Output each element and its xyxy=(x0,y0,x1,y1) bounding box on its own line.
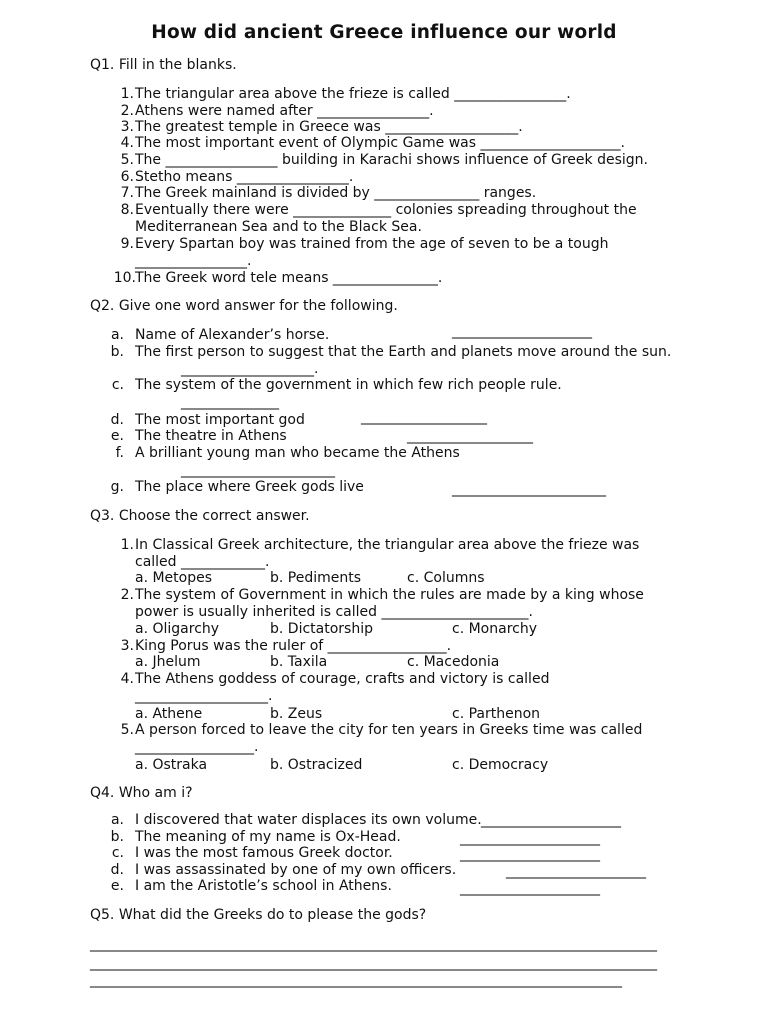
item-letter: c. xyxy=(111,845,124,861)
q2-item xyxy=(0,344,768,378)
worksheet-title: How did ancient Greece influence our world xyxy=(151,22,617,43)
item-text: The meaning of my name is Ox-Head. xyxy=(135,829,401,845)
question-text-continued: power is usually inherited is called _____________________. xyxy=(135,604,533,620)
item-text-continued: Mediterranean Sea and to the Black Sea. xyxy=(135,219,422,235)
answer-blank: ______________________ xyxy=(452,481,606,497)
item-text: The greatest temple in Greece was ___________________. xyxy=(135,119,523,135)
q1-heading: Q1. Fill in the blanks. xyxy=(90,57,237,73)
option-a: a. Oligarchy xyxy=(135,621,220,637)
item-text: A brilliant young man who became the Athens xyxy=(135,445,460,461)
option-a: a. Jhelum xyxy=(135,654,201,670)
answer-blank: ____________________ xyxy=(481,812,621,828)
q2-item xyxy=(0,445,768,479)
question-text-continued: ___________________. xyxy=(135,688,273,704)
question-text: The Athens goddess of courage, crafts and victory is called xyxy=(135,671,550,687)
question-text-continued: called ____________. xyxy=(135,554,270,570)
question-text-continued: _________________. xyxy=(135,739,259,755)
question-text: In Classical Greek architecture, the triangular area above the frieze was xyxy=(135,537,640,553)
answer-blank: __________________ xyxy=(407,428,533,444)
item-letter: d. xyxy=(110,412,124,428)
item-text: Stetho means ________________. xyxy=(135,169,354,185)
item-letter: f. xyxy=(115,445,124,461)
option-a: a. Ostraka xyxy=(135,757,208,773)
item-letter: a. xyxy=(110,327,124,343)
q1-item xyxy=(0,202,768,236)
item-text: The Greek mainland is divided by _______________ ranges. xyxy=(135,185,537,201)
answer-blank: ____________________ xyxy=(460,846,600,862)
item-number: 5. xyxy=(120,152,134,168)
item-text: The theatre in Athens xyxy=(135,428,287,444)
answer-blank: ______________ xyxy=(181,394,279,410)
item-text: The system of the government in which few rich people rule. xyxy=(135,377,562,393)
item-letter: d. xyxy=(110,862,124,878)
option-c: c. Macedonia xyxy=(407,654,500,670)
answer-blank: ____________________ xyxy=(460,830,600,846)
item-text: The first person to suggest that the Earth and planets move around the sun. xyxy=(135,344,672,360)
option-c: c. Monarchy xyxy=(452,621,537,637)
item-number: 10. xyxy=(113,270,136,286)
item-text: The most important god xyxy=(135,412,305,428)
item-text: The Greek word tele means _______________. xyxy=(135,270,443,286)
item-text: The ________________ building in Karachi shows influence of Greek design. xyxy=(135,152,648,168)
item-letter: e. xyxy=(110,428,124,444)
item-number: 4. xyxy=(120,135,134,151)
q2-heading: Q2. Give one word answer for the following. xyxy=(90,298,398,314)
item-number: 8. xyxy=(120,202,134,218)
q1-item xyxy=(0,236,768,270)
item-text: Eventually there were ______________ colonies spreading throughout the xyxy=(135,202,637,218)
item-number: 2. xyxy=(120,103,134,119)
item-letter: b. xyxy=(110,344,124,360)
answer-blank: ____________________ xyxy=(506,863,646,879)
q3-question xyxy=(0,638,768,672)
item-letter: g. xyxy=(110,479,124,495)
question-text: King Porus was the ruler of _________________. xyxy=(135,638,452,654)
q5-heading: Q5. What did the Greeks do to please the gods? xyxy=(90,907,427,923)
item-text: Athens were named after ________________. xyxy=(135,103,434,119)
item-text: Every Spartan boy was trained from the age of seven to be a tough xyxy=(135,236,609,252)
option-b: b. Ostracized xyxy=(270,757,363,773)
q3-question xyxy=(0,537,768,588)
item-number: 4. xyxy=(120,671,134,687)
item-letter: a. xyxy=(110,812,124,828)
option-b: b. Dictatorship xyxy=(270,621,373,637)
answer-blank: ______________________ xyxy=(181,462,335,478)
item-number: 3. xyxy=(120,638,134,654)
item-number: 5. xyxy=(120,722,134,738)
answer-line: _________________________________________________________________________________ xyxy=(90,955,657,971)
item-letter: c. xyxy=(111,377,124,393)
item-text: The triangular area above the frieze is called ________________. xyxy=(135,86,571,102)
item-number: 7. xyxy=(120,185,134,201)
item-text: The most important event of Olympic Game was ____________________. xyxy=(135,135,625,151)
item-text: The place where Greek gods live xyxy=(135,479,364,495)
q4-heading: Q4. Who am i? xyxy=(90,785,193,801)
item-text-continued: ________________. xyxy=(135,253,252,269)
q3-question xyxy=(0,722,768,773)
option-b: b. Pediments xyxy=(270,570,362,586)
option-b: b. Zeus xyxy=(270,706,323,722)
option-a: a. Metopes xyxy=(135,570,213,586)
answer-line: _________________________________________________________________________________ xyxy=(90,936,657,952)
item-letter: b. xyxy=(110,829,124,845)
item-number: 1. xyxy=(120,86,134,102)
answer-blank: ____________________ xyxy=(460,880,600,896)
item-text: Name of Alexander’s horse. xyxy=(135,327,330,343)
q2-item xyxy=(0,377,768,411)
item-text: I was assassinated by one of my own officers. xyxy=(135,862,457,878)
answer-line: ____________________________________________________________________________ xyxy=(90,972,622,988)
option-a: a. Athene xyxy=(135,706,203,722)
answer-blank: ____________________ xyxy=(452,323,592,339)
item-text: I am the Aristotle’s school in Athens. xyxy=(135,878,392,894)
answer-blank: ___________________. xyxy=(181,361,319,377)
item-number: 1. xyxy=(120,537,134,553)
item-number: 9. xyxy=(120,236,134,252)
item-letter: e. xyxy=(110,878,124,894)
item-number: 2. xyxy=(120,587,134,603)
option-c: c. Democracy xyxy=(452,757,549,773)
item-number: 6. xyxy=(120,169,134,185)
item-number: 3. xyxy=(120,119,134,135)
q3-question xyxy=(0,587,768,638)
item-text: I discovered that water displaces its own volume. xyxy=(135,812,482,828)
question-text: The system of Government in which the rules are made by a king whose xyxy=(135,587,644,603)
item-text: I was the most famous Greek doctor. xyxy=(135,845,393,861)
option-c: c. Parthenon xyxy=(452,706,541,722)
question-text: A person forced to leave the city for ten years in Greeks time was called xyxy=(135,722,643,738)
q3-question xyxy=(0,671,768,722)
answer-blank: __________________ xyxy=(361,409,487,425)
option-c: c. Columns xyxy=(407,570,485,586)
q3-heading: Q3. Choose the correct answer. xyxy=(90,508,310,524)
option-b: b. Taxila xyxy=(270,654,328,670)
